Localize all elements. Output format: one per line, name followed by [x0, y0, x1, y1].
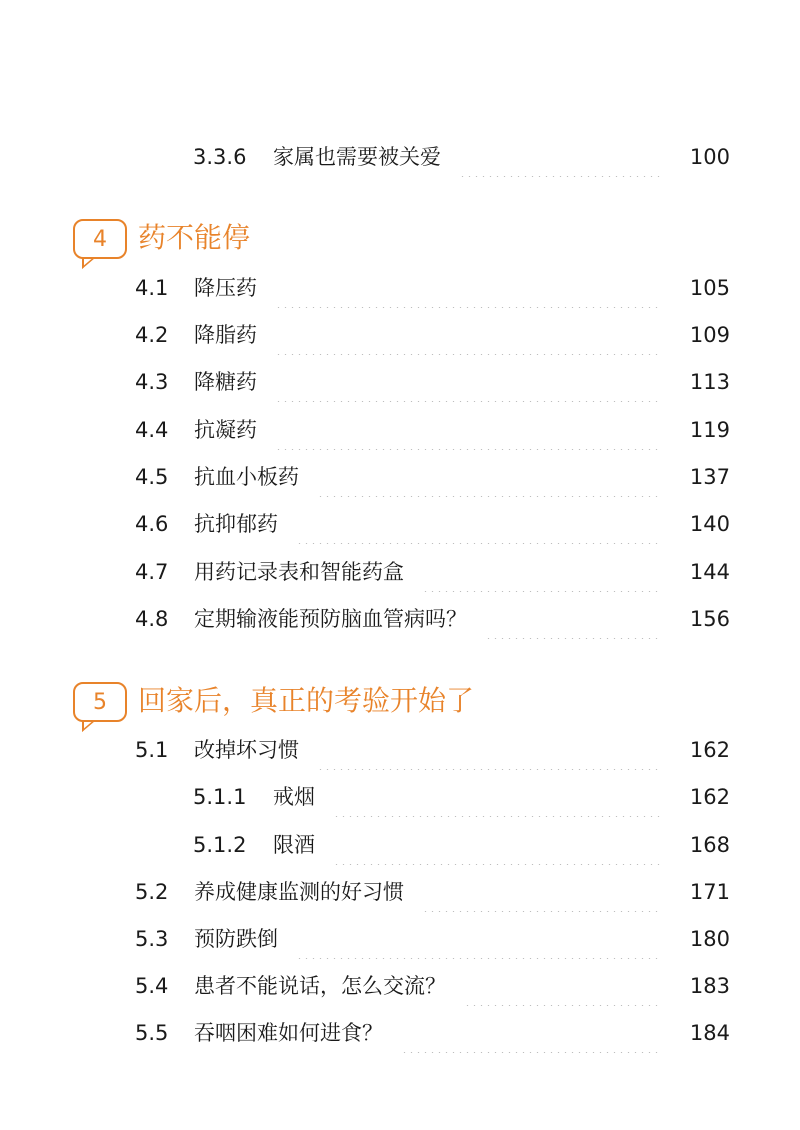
entry-page: 144 [689, 560, 730, 584]
toc-entry[interactable] [0, 730, 800, 770]
entry-title: 抗抑郁药 [194, 512, 278, 536]
entry-title: 用药记录表和智能药盒 [194, 560, 404, 584]
entry-number: 4.6 [135, 512, 169, 536]
entry-page: 140 [689, 512, 730, 536]
toc-entry[interactable] [0, 457, 800, 497]
toc-entry[interactable] [0, 504, 800, 544]
dot-leader [422, 552, 660, 592]
entry-title: 抗凝药 [194, 418, 257, 442]
entry-page: 156 [689, 607, 730, 631]
entry-number: 4.8 [135, 607, 169, 631]
dot-leader [422, 872, 660, 912]
dot-leader [459, 137, 660, 177]
entry-page: 171 [689, 880, 730, 904]
entry-page: 180 [689, 927, 730, 951]
chapter-number-badge [73, 682, 127, 722]
entry-number: 4.4 [135, 418, 169, 442]
toc-entry[interactable] [0, 1013, 800, 1053]
entry-number: 4.7 [135, 560, 169, 584]
entry-page: 119 [689, 418, 730, 442]
entry-number: 5.2 [135, 880, 169, 904]
dot-leader [317, 457, 660, 497]
entry-number: 5.1 [135, 738, 169, 762]
entry-title: 家属也需要被关爱 [273, 145, 441, 169]
entry-page: 168 [689, 833, 730, 857]
entry-number: 5.3 [135, 927, 169, 951]
entry-number: 3.3.6 [193, 145, 247, 169]
dot-leader [333, 777, 660, 817]
toc-entry[interactable] [0, 552, 800, 592]
entry-title: 定期输液能预防脑血管病吗？ [194, 607, 467, 631]
dot-leader [296, 919, 660, 959]
toc-entry[interactable] [0, 362, 800, 402]
chapter-heading[interactable] [0, 219, 800, 275]
dot-leader [317, 730, 660, 770]
entry-number: 5.5 [135, 1021, 169, 1045]
dot-leader [275, 362, 660, 402]
entry-page: 113 [689, 370, 730, 394]
toc-entry[interactable] [0, 966, 800, 1006]
toc-entry[interactable] [0, 599, 800, 639]
toc-entry[interactable] [0, 137, 800, 177]
entry-page: 184 [689, 1021, 730, 1045]
entry-number: 4.5 [135, 465, 169, 489]
toc-entry[interactable] [0, 410, 800, 450]
entry-page: 162 [689, 785, 730, 809]
entry-number: 4.3 [135, 370, 169, 394]
toc-entry[interactable] [0, 777, 800, 817]
chapter-title: 药不能停 [138, 221, 251, 254]
entry-page: 137 [689, 465, 730, 489]
chapter-title: 回家后，真正的考验开始了 [138, 684, 475, 717]
entry-title: 降糖药 [194, 370, 257, 394]
entry-number: 4.1 [135, 276, 169, 300]
dot-leader [275, 410, 660, 450]
entry-title: 降脂药 [194, 323, 257, 347]
dot-leader [275, 268, 660, 308]
toc-entry[interactable] [0, 872, 800, 912]
toc-entry[interactable] [0, 919, 800, 959]
entry-page: 105 [689, 276, 730, 300]
entry-page: 162 [689, 738, 730, 762]
entry-title: 患者不能说话，怎么交流？ [194, 974, 446, 998]
entry-title: 限酒 [273, 833, 315, 857]
dot-leader [464, 966, 660, 1006]
toc-entry[interactable] [0, 825, 800, 865]
entry-number: 4.2 [135, 323, 169, 347]
entry-page: 100 [689, 145, 730, 169]
entry-number: 5.4 [135, 974, 169, 998]
toc-entry[interactable] [0, 315, 800, 355]
entry-number: 5.1.2 [193, 833, 247, 857]
dot-leader [333, 825, 660, 865]
dot-leader [401, 1013, 660, 1053]
entry-title: 养成健康监测的好习惯 [194, 880, 404, 904]
entry-title: 降压药 [194, 276, 257, 300]
dot-leader [485, 599, 660, 639]
entry-title: 改掉坏习惯 [194, 738, 299, 762]
chapter-number-badge [73, 219, 127, 259]
toc-entry[interactable] [0, 268, 800, 308]
entry-number: 5.1.1 [193, 785, 247, 809]
entry-title: 吞咽困难如何进食？ [194, 1021, 383, 1045]
chapter-number: 5 [93, 689, 107, 715]
entry-title: 预防跌倒 [194, 927, 278, 951]
chapter-number: 4 [93, 226, 107, 252]
entry-title: 戒烟 [273, 785, 315, 809]
dot-leader [275, 315, 660, 355]
dot-leader [296, 504, 660, 544]
entry-title: 抗血小板药 [194, 465, 299, 489]
entry-page: 183 [689, 974, 730, 998]
entry-page: 109 [689, 323, 730, 347]
